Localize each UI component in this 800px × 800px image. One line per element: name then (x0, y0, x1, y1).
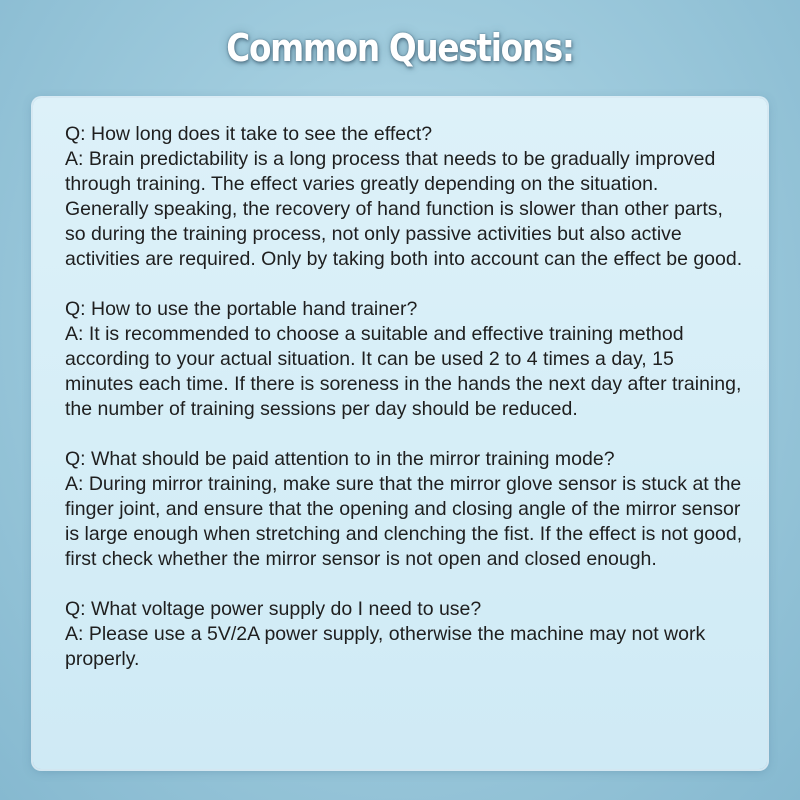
faq-list (65, 122, 745, 672)
faq-answer: A: It is recommended to choose a suitable and effective training method according to your actual situation. It can be used 2 to 4 times a day, 15 minutes each time. If there is soreness in the hands the next day after training, the number of training sessions per day should be reduced. (65, 323, 742, 420)
faq-question: Q: How to use the portable hand trainer? (65, 298, 418, 320)
faq-item (65, 447, 745, 572)
faq-answer: A: Brain predictability is a long process that needs to be gradually improved through training. The effect varies greatly depending on the situation. Generally speaking, the recovery of hand function is slower than other parts, so during the training process, not only passive activities but also active activities are required. Only by taking both into account can the effect be good. (65, 148, 743, 270)
faq-answer: A: During mirror training, make sure that the mirror glove sensor is stuck at the finger joint, and ensure that the opening and closing angle of the mirror sensor is large enough when stretching and clenching the fist. If the effect is not good, first check whether the mirror sensor is not open and closed enough. (65, 473, 743, 570)
faq-question: Q: What voltage power supply do I need to use? (65, 598, 482, 620)
page-title: Common Questions: (226, 26, 574, 70)
faq-item (65, 297, 745, 422)
faq-question: Q: How long does it take to see the effect? (65, 123, 433, 145)
faq-card (33, 98, 767, 769)
faq-item (65, 597, 745, 672)
faq-question: Q: What should be paid attention to in the mirror training mode? (65, 448, 615, 470)
faq-item (65, 122, 745, 272)
faq-answer: A: Please use a 5V/2A power supply, otherwise the machine may not work properly. (65, 623, 706, 670)
